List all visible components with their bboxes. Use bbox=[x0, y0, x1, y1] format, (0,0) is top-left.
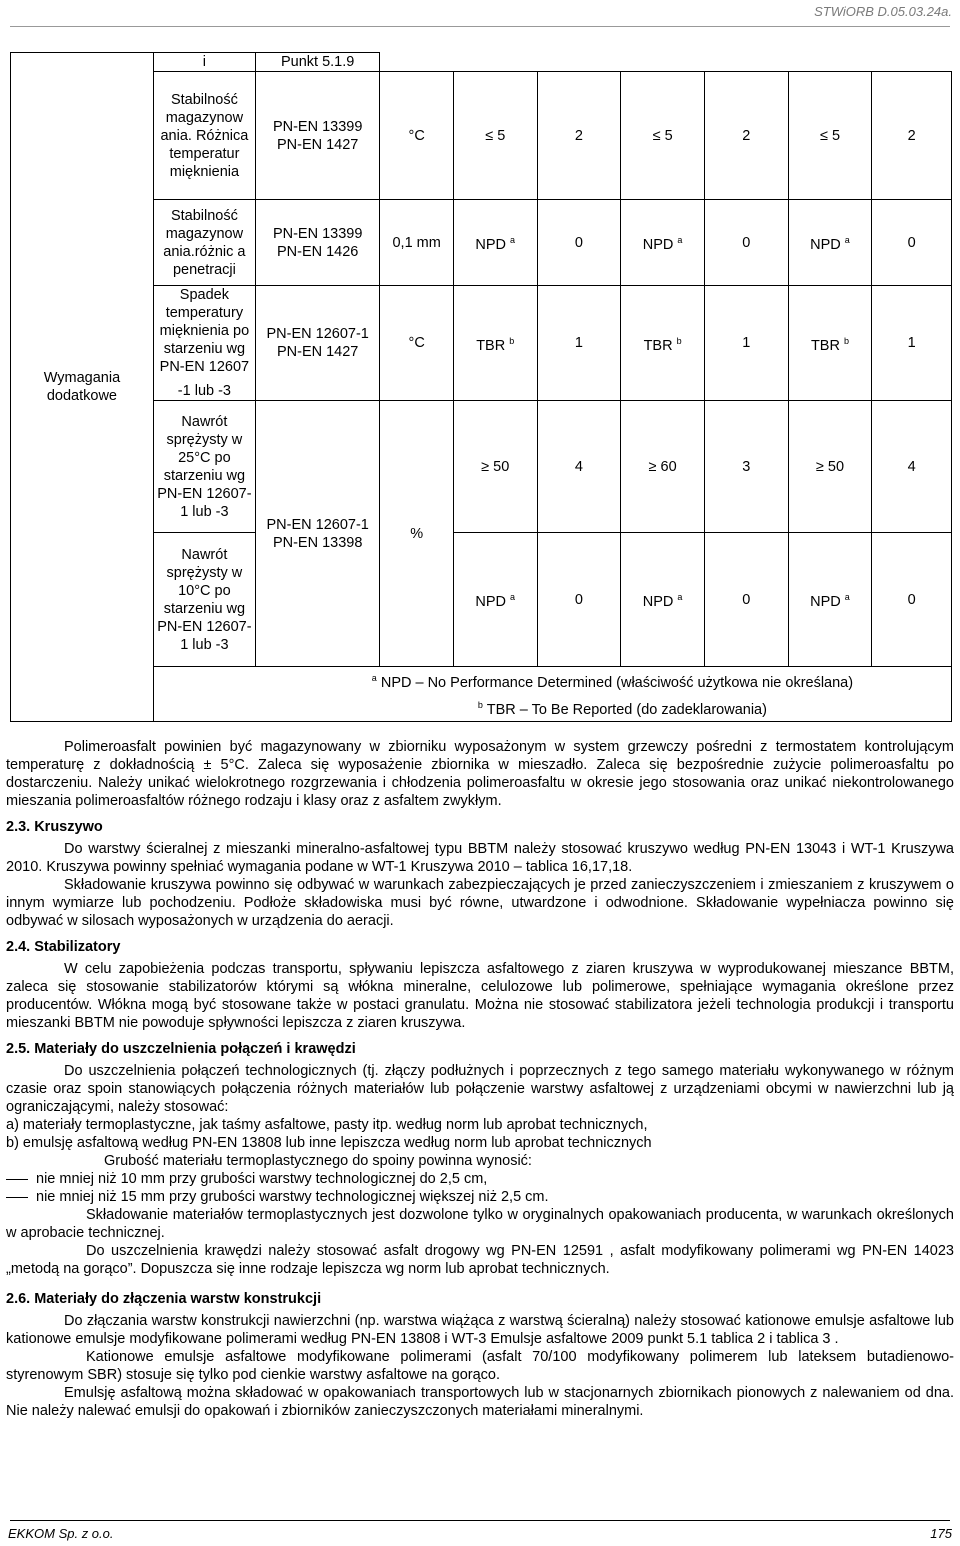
property-cell: Stabilność magazynow ania. Różnica temperatur mięknienia bbox=[153, 72, 255, 200]
norm-cell: PN-EN 12607-1 PN-EN 1427 bbox=[255, 286, 380, 401]
tbr-label: TBR bbox=[476, 337, 506, 354]
npd-label: NPD bbox=[642, 236, 674, 253]
norm-cell: PN-EN 13399 PN-EN 1427 bbox=[255, 72, 380, 200]
footnote-marker: a bbox=[844, 235, 850, 246]
value-cell: 2 bbox=[872, 72, 952, 200]
footnotes-cell bbox=[153, 667, 951, 722]
section-heading-2-4: 2.4. Stabilizatory bbox=[6, 939, 121, 955]
unit-cell: °C bbox=[380, 72, 453, 200]
unit-cell: % bbox=[380, 401, 453, 667]
requirements-table bbox=[10, 52, 952, 722]
paragraph: W celu zapobieżenia podczas transportu, spływaniu lepiszcza asfaltowego z ziaren kruszywa w wyprodukowanej mieszance BBTM, zaleca się stosowanie stabilizatorów którymi są włókna mineralne, celulozowe lub polimerowe, spełniające wymagania określone przez producentów. Włókna mogą być stosowane także w postaci granulatu. Można nie stosować stabilizatora jeżeli technologia produkcji i transportu mieszanki BBTM nie powoduje spływności lepiszcza z ziaren kruszywa. bbox=[6, 961, 954, 1031]
unit-cell: 0,1 mm bbox=[380, 200, 453, 286]
list-item: b) emulsję asfaltową według PN-EN 13808 lub inne lepiszcza według norm lub aprobat technicznych bbox=[6, 1135, 652, 1151]
value-cell: 4 bbox=[872, 401, 952, 533]
footnote-marker: a bbox=[677, 592, 683, 603]
npd-label: NPD bbox=[475, 236, 507, 253]
value-cell: ≤ 5 bbox=[788, 72, 872, 200]
value-cell bbox=[788, 533, 872, 667]
paragraph: Do warstwy ścieralnej z mieszanki mineralno-asfaltowej typu BBTM należy stosować kruszywo według PN-EN 13043 i WT-1 Kruszywa 2010. Kruszywa powinny spełniać wymagania podane w WT-1 Kruszywa 2010 – tablica 16,17,18. bbox=[6, 841, 954, 875]
dash-list-item: nie mniej niż 15 mm przy grubości warstwy technologicznej większej niż 2,5 cm. bbox=[6, 1188, 954, 1206]
property-cell: Nawrót sprężysty w 10°C po starzeniu wg PN-EN 12607-1 lub -3 bbox=[153, 533, 255, 667]
value-cell: 0 bbox=[872, 533, 952, 667]
footnote-b bbox=[156, 694, 949, 721]
value-cell: 3 bbox=[704, 401, 788, 533]
value-cell: ≤ 5 bbox=[453, 72, 537, 200]
value-cell: 0 bbox=[704, 533, 788, 667]
property-cell: Stabilność magazynow ania.różnic a penetracji bbox=[153, 200, 255, 286]
paragraph: Składowanie materiałów termoplastycznych jest dozwolone tylko w oryginalnych opakowaniach producenta, w warunkach określonych w aprobacie technicznej. bbox=[6, 1207, 954, 1241]
value-cell bbox=[453, 533, 537, 667]
value-cell bbox=[621, 286, 705, 401]
footnote-marker: a bbox=[371, 673, 377, 683]
paragraph: Grubość materiału termoplastycznego do spoiny powinna wynosić: bbox=[104, 1153, 532, 1169]
footnote-a-text: NPD – No Performance Determined (właściwość użytkowa nie określana) bbox=[380, 674, 854, 691]
value-cell: 0 bbox=[704, 200, 788, 286]
norm-cell: PN-EN 13399 PN-EN 1426 bbox=[255, 200, 380, 286]
value-cell: ≥ 50 bbox=[453, 401, 537, 533]
list-item: a) materiały termoplastyczne, jak taśmy asfaltowe, pasty itp. według norm lub aprobat technicznych, bbox=[6, 1117, 648, 1133]
value-cell: 0 bbox=[537, 533, 621, 667]
value-cell bbox=[788, 286, 872, 401]
value-cell: 1 bbox=[872, 286, 952, 401]
value-cell: 2 bbox=[537, 72, 621, 200]
group-label-cell bbox=[11, 53, 154, 722]
paragraph: Kationowe emulsje asfaltowe modyfikowane polimerami (asfalt 70/100 modyfikowany polimerem lub lateksem butadienowo-styrenowym SBR) stosuje się tylko pod cienkie warstwy asfaltowe na gorąco. bbox=[6, 1349, 954, 1383]
table-cell: Punkt 5.1.9 bbox=[255, 53, 380, 72]
npd-label: NPD bbox=[810, 593, 841, 610]
footnote-marker: a bbox=[844, 592, 850, 603]
value-cell: ≥ 50 bbox=[788, 401, 872, 533]
paragraph: Emulsję asfaltową można składować w opakowaniach transportowych lub w stacjonarnych zbiornikach pionowych z nalewaniem od dna. Nie należy nalewać emulsji do opakowań i zbiorników zanieczyszczonych materiałami mineralnymi. bbox=[6, 1385, 954, 1419]
norm-cell: PN-EN 12607-1 PN-EN 13398 bbox=[255, 401, 380, 667]
table-cell: i bbox=[153, 53, 255, 72]
value-cell bbox=[453, 286, 537, 401]
value-cell bbox=[621, 533, 705, 667]
paragraph: Polimeroasfalt powinien być magazynowany w zbiorniku wyposażonym w system grzewczy pośredni z termostatem kontrolującym temperaturę z dokładnością ± 5°C. Zaleca się wyposażenie zbiornika w mieszadło. Zaleca się bezpośrednie zużycie polimeroasfaltu po dostarczeniu. Należy unikać wielokrotnego rozgrzewania i chłodzenia polimeroasfaltu w okresie jego stosowania oraz unikać niekontrolowanego mieszania polimeroasfaltów różnego rodzaju i klasy oraz z asfaltem zwykłym. bbox=[6, 739, 954, 809]
footnote-marker: b bbox=[676, 335, 682, 346]
value-cell bbox=[621, 200, 705, 286]
section-heading-2-5: 2.5. Materiały do uszczelnienia połączeń i krawędzi bbox=[6, 1041, 356, 1057]
paragraph: Do uszczelnienia połączeń technologicznych (tj. złączy podłużnych i poprzecznych z tego samego materiału wykonywanego w różnym czasie oraz spoin stanowiących połączenia różnych materiałów lub połączenie warstwy asfaltowej z urządzeniami obcymi w nawierzchni lub ją ograniczającymi, należy stosować: bbox=[6, 1063, 954, 1115]
npd-label: NPD bbox=[642, 593, 674, 610]
group-label-line1: Wymagania bbox=[43, 369, 121, 386]
npd-label: NPD bbox=[810, 236, 841, 253]
property-suffix: -1 lub -3 bbox=[177, 383, 231, 399]
body-text bbox=[6, 738, 954, 1420]
property-cell bbox=[153, 286, 255, 401]
footer-divider bbox=[10, 1520, 950, 1521]
page-number: 175 bbox=[930, 1526, 952, 1541]
paragraph: Do złączania warstw konstrukcji nawierzchni (np. warstwa wiążąca z warstwą ścieralną) należy stosować kationowe emulsje asfaltowe lub kationowe emulsje modyfikowane polimerami według PN-EN 13808 i WT-3 Emulsje asfaltowe 2009 punkt 5.1 tablica 2 i tablica 3 . bbox=[6, 1313, 954, 1347]
value-cell: 2 bbox=[704, 72, 788, 200]
section-heading-2-3: 2.3. Kruszywo bbox=[6, 819, 103, 835]
paragraph: Składowanie kruszywa powinno się odbywać w warunkach zabezpieczających je przed zanieczyszczeniem i zmieszaniem z kruszywem o innym wymiarze lub pochodzeniu. Podłoże składowiska musi być równe, utwardzone i odwodnione. Składowanie wypełniacza powinno się odbywać w silosach wyposażonych w urządzenia do aeracji. bbox=[6, 877, 954, 929]
paragraph: Do uszczelnienia krawędzi należy stosować asfalt drogowy wg PN-EN 12591 , asfalt modyfikowany polimerami wg PN-EN 14023 „metodą na gorąco”. Dopuszcza się inne rodzaje lepiszcza wg norm lub aprobat technicznych. bbox=[6, 1243, 954, 1277]
tbr-label: TBR bbox=[643, 337, 673, 354]
footnote-marker: a bbox=[510, 592, 516, 603]
group-label-line2: dodatkowe bbox=[46, 387, 117, 404]
dash-list-item: nie mniej niż 10 mm przy grubości warstwy technologicznej do 2,5 cm, bbox=[6, 1170, 954, 1188]
property-text: Spadek temperatury mięknienia po starzeniu wg PN-EN 12607 bbox=[159, 287, 250, 375]
value-cell bbox=[453, 200, 537, 286]
value-cell: ≥ 60 bbox=[621, 401, 705, 533]
section-heading-2-6: 2.6. Materiały do złączenia warstw konstrukcji bbox=[6, 1291, 322, 1307]
npd-label: NPD bbox=[475, 593, 507, 610]
value-cell: 0 bbox=[872, 200, 952, 286]
document-code: STWiORB D.05.03.24a. bbox=[814, 4, 952, 19]
property-cell: Nawrót sprężysty w 25°C po starzeniu wg PN-EN 12607-1 lub -3 bbox=[153, 401, 255, 533]
value-cell bbox=[788, 200, 872, 286]
value-cell: ≤ 5 bbox=[621, 72, 705, 200]
footnote-marker: b bbox=[843, 335, 849, 346]
footnote-marker: b bbox=[509, 335, 515, 346]
footer-company: EKKOM Sp. z o.o. bbox=[8, 1526, 114, 1541]
unit-cell: °C bbox=[380, 286, 453, 401]
value-cell: 0 bbox=[537, 200, 621, 286]
value-cell: 4 bbox=[537, 401, 621, 533]
footnote-a bbox=[156, 667, 949, 694]
tbr-label: TBR bbox=[810, 337, 840, 354]
value-cell: 1 bbox=[704, 286, 788, 401]
footnote-marker: b bbox=[477, 699, 483, 710]
footnote-marker: a bbox=[510, 235, 516, 246]
footnote-marker: a bbox=[677, 235, 683, 246]
footnote-b-text: TBR – To Be Reported (do zadeklarowania) bbox=[486, 701, 767, 718]
header-divider bbox=[10, 26, 950, 27]
value-cell: 1 bbox=[537, 286, 621, 401]
